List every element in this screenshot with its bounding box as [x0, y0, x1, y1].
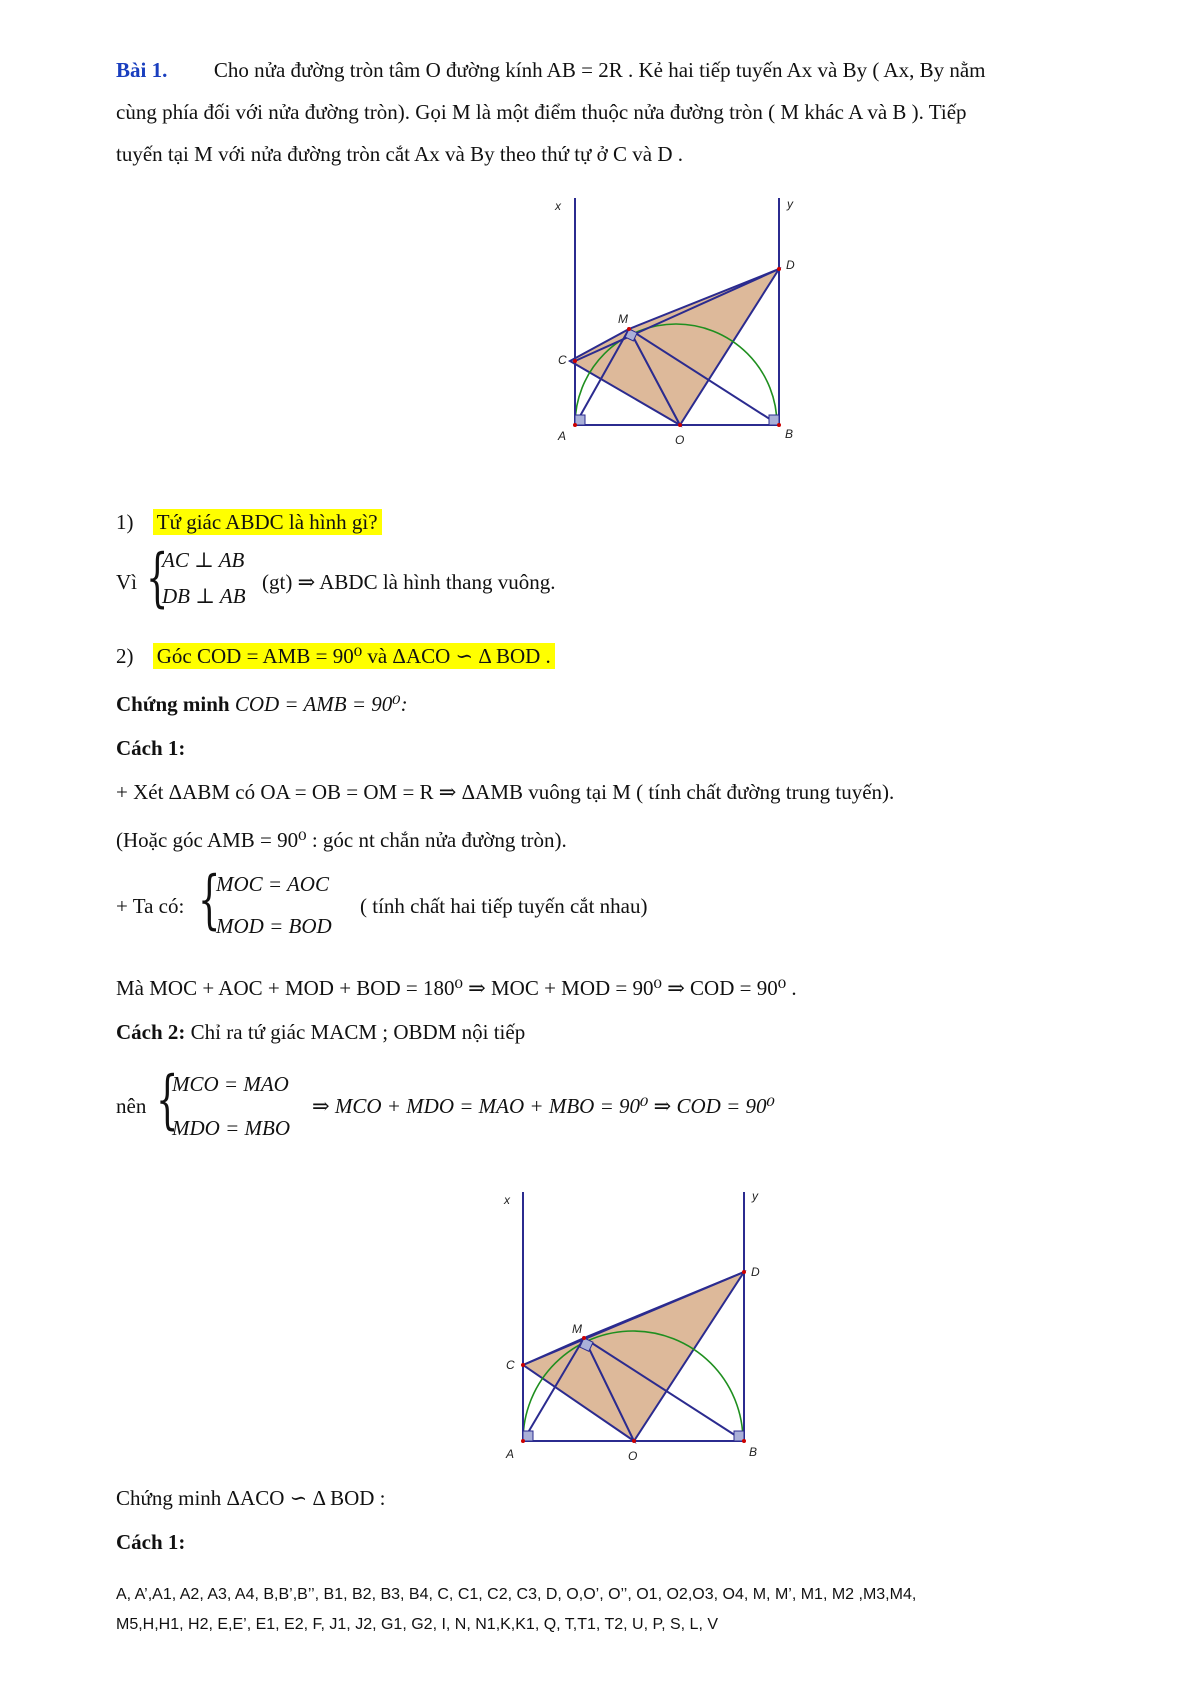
proof1-sys-4: MDO = MBO [172, 1116, 290, 1140]
proof1-system-2 [116, 1063, 876, 1148]
figure-1-drawing [570, 198, 781, 427]
labels-list-line-1: A, A’,A1, A2, A3, A4, B,B’,B’’, B1, B2, B3, B4, C, C1, C2, C3, D, O,O’, O’’, O1, O2,O3, O4, M, M’, M1, M2 ,M3,M4, [116, 1586, 917, 1603]
figure-2-drawing [521, 1192, 746, 1443]
fig1-label-a: A [558, 429, 567, 443]
fig1-label-y: y [787, 198, 793, 211]
q1-brace: { [146, 541, 169, 615]
fig2-label-y: y [752, 1189, 758, 1203]
proof1-heading [116, 692, 408, 717]
problem-text-1: Cho nửa đường tròn tâm O đường kính AB = 2R . Kẻ hai tiếp tuyến Ax và By ( Ax, By nằm [213, 58, 986, 82]
fig1-label-x: x [555, 199, 561, 213]
proof1-heading-text: Chứng minh [116, 692, 230, 716]
proof1-sys-1: MOC = AOC [216, 872, 329, 896]
q2-question: Góc COD = AMB = 90⁰ và ΔACO ∽ Δ BOD . [153, 643, 555, 669]
fig2-label-a: A [506, 1447, 515, 1461]
proof1-sys-2: MOD = BOD [216, 914, 332, 938]
problem-line-3: tuyến tại M với nửa đường tròn cắt Ax và By theo thứ tự ở C và D . [116, 142, 684, 166]
q1-heading [116, 510, 382, 535]
proof1-conclusion-2: ⇒ MCO + MDO = MAO + MBO = 90⁰ ⇒ COD = 90⁰ [312, 1094, 775, 1118]
fig2-label-o: O [628, 1449, 638, 1463]
fig2-label-b: B [749, 1445, 758, 1459]
proof1-method-1: Cách 1: [116, 736, 186, 760]
fig1-label-d: D [786, 258, 795, 272]
proof1-method-2-text: Chỉ ra tứ giác MACM ; OBDM nội tiếp [185, 1020, 526, 1044]
q1-system [116, 541, 716, 618]
fig2-label-x: x [504, 1193, 510, 1207]
proof1-brace-1: { [198, 863, 221, 937]
q1-question: Tứ giác ABDC là hình gì? [153, 509, 382, 535]
proof1-sys-3: MCO = MAO [172, 1072, 289, 1096]
labels-list-line-2: M5,H,H1, H2, E,E’, E1, E2, F, J1, J2, G1, G2, I, N, N1,K,K1, Q, T,T1, T2, U, P, S, L, V [116, 1616, 719, 1633]
proof1-line-2: (Hoặc góc AMB = 90⁰ : góc nt chắn nửa đường tròn). [116, 828, 567, 852]
fig1-label-m: M [618, 312, 628, 326]
q2-heading [116, 644, 555, 669]
proof1-taco-note: ( tính chất hai tiếp tuyến cắt nhau) [360, 894, 648, 918]
fig1-label-b: B [785, 427, 794, 441]
fig2-label-c: C [506, 1358, 515, 1372]
proof1-line-1: + Xét ΔABM có OA = OB = OM = R ⇒ ΔAMB vuông tại M ( tính chất đường trung tuyến). [116, 780, 895, 804]
fig2-label-m: M [572, 1322, 582, 1336]
q1-sys-1: AC ⊥ AB [162, 548, 245, 572]
proof1-brace-2: { [156, 1063, 179, 1137]
proof1-taco: + Ta có: [116, 894, 185, 918]
proof1-system-1 [116, 863, 816, 942]
fig1-label-c: C [558, 353, 567, 367]
problem-line-2: cùng phía đối với nửa đường tròn). Gọi M là một điểm thuộc nửa đường tròn ( M khác A và B ). Tiếp [116, 100, 967, 124]
proof1-line-3: Mà MOC + AOC + MOD + BOD = 180⁰ ⇒ MOC + MOD = 90⁰ ⇒ COD = 90⁰ . [116, 976, 797, 1000]
q2-number: 2) [116, 644, 134, 668]
q1-sys-2: DB ⊥ AB [162, 584, 246, 608]
q1-vi: Vì [116, 570, 137, 594]
proof1-method-2 [116, 1020, 525, 1045]
proof2-heading: Chứng minh ΔACO ∽ Δ BOD : [116, 1486, 386, 1510]
proof1-nen: nên [116, 1094, 147, 1118]
problem-line-1 [116, 58, 986, 83]
q1-number: 1) [116, 510, 134, 534]
proof2-method-1: Cách 1: [116, 1530, 186, 1554]
proof1-method-2-label: Cách 2: [116, 1020, 186, 1044]
proof1-heading-math: COD = AMB = 90⁰: [234, 692, 408, 716]
figure-2 [494, 1188, 774, 1468]
fig2-label-d: D [751, 1265, 760, 1279]
problem-title: Bài 1. [116, 58, 168, 82]
q1-conclusion: (gt) ⇒ ABDC là hình thang vuông. [262, 570, 556, 594]
figure-1 [545, 198, 795, 478]
fig1-label-o: O [675, 433, 685, 447]
